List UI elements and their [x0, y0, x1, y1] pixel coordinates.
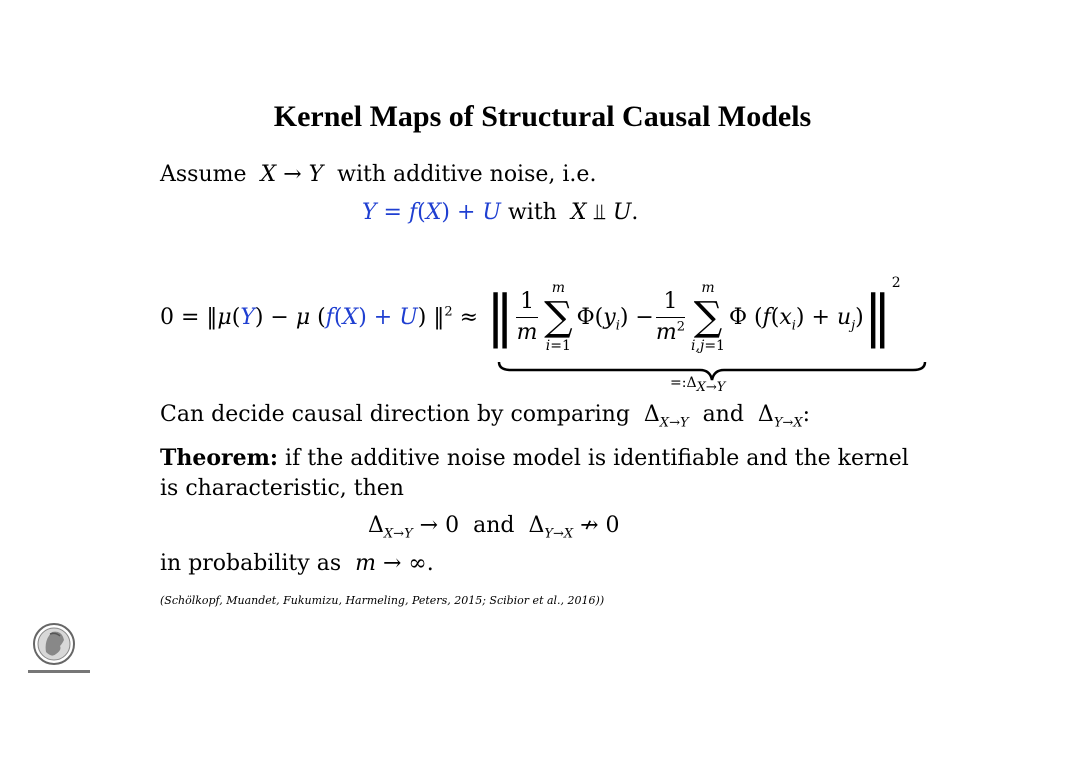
- theorem-line-1: [160, 445, 909, 471]
- theorem-label: Theorem:: [160, 445, 279, 471]
- decide-text: Can decide causal direction by comparing: [160, 402, 630, 427]
- norm-left: ‖: [486, 284, 515, 349]
- kernel-lhs: 0 = ‖μ(Y) − μ (f(X) + U) ‖$^2$ ≈: [160, 304, 479, 330]
- theorem-result-and: and: [473, 513, 515, 538]
- kernel-mean-equation: [160, 272, 901, 362]
- kernel-rhs: ‖ $\frac{1}{m}$ m ∑ i=1 $\Phi(y_i)$ − $\frac{1}{m^2}$ m ∑ i,j=1 Φ $(f(x_i) + u_j)$ ‖ 2: [486, 275, 901, 354]
- norm-right: ‖: [863, 284, 892, 349]
- theorem-line-2: is characteristic, then: [160, 476, 404, 501]
- theorem-text-1: if the additive noise model is identifiable and the kernel: [285, 446, 909, 471]
- decide-line: Can decide causal direction by comparing $\Delta_{X\to Y}$ and $\Delta_{Y\to X}$:: [160, 402, 811, 431]
- sum-ij: m ∑ i,j=1: [691, 280, 725, 354]
- reference-citation: (Schölkopf, Muandet, Fukumizu, Harmeling, Peters, 2015; Scibior et al., 2016)): [160, 594, 605, 607]
- slide-title: Kernel Maps of Structural Causal Models: [273, 100, 812, 133]
- theorem-result: $\Delta_{X\to Y} \to 0$ and $\Delta_{Y\to X}$ ↛ 0: [368, 513, 620, 542]
- max-planck-logo: [26, 620, 96, 678]
- model-equation: [362, 200, 638, 225]
- model-equation-lhs: Y = f(X) + U: [362, 200, 501, 225]
- frac-1-over-m: $\frac{1}{m}$: [516, 288, 538, 345]
- sum-i: m ∑ i=1: [544, 280, 573, 354]
- model-equation-with: with: [507, 200, 557, 225]
- model-equation-indep: X ⫫ U.: [563, 200, 639, 225]
- assume-prefix: Assume: [160, 162, 247, 187]
- assume-mid: with additive noise, i.e.: [337, 162, 597, 187]
- assume-math: X → Y: [253, 162, 331, 187]
- frac-1-over-m2: $\frac{1}{m^2}$: [655, 288, 686, 345]
- decide-and: and: [702, 402, 744, 427]
- assume-line: [160, 162, 596, 187]
- probability-line: in probability as m → ∞.: [160, 551, 434, 576]
- probability-text: in probability as: [160, 551, 342, 576]
- underbrace-label: $=:\Delta_{X\to Y}$: [670, 375, 726, 395]
